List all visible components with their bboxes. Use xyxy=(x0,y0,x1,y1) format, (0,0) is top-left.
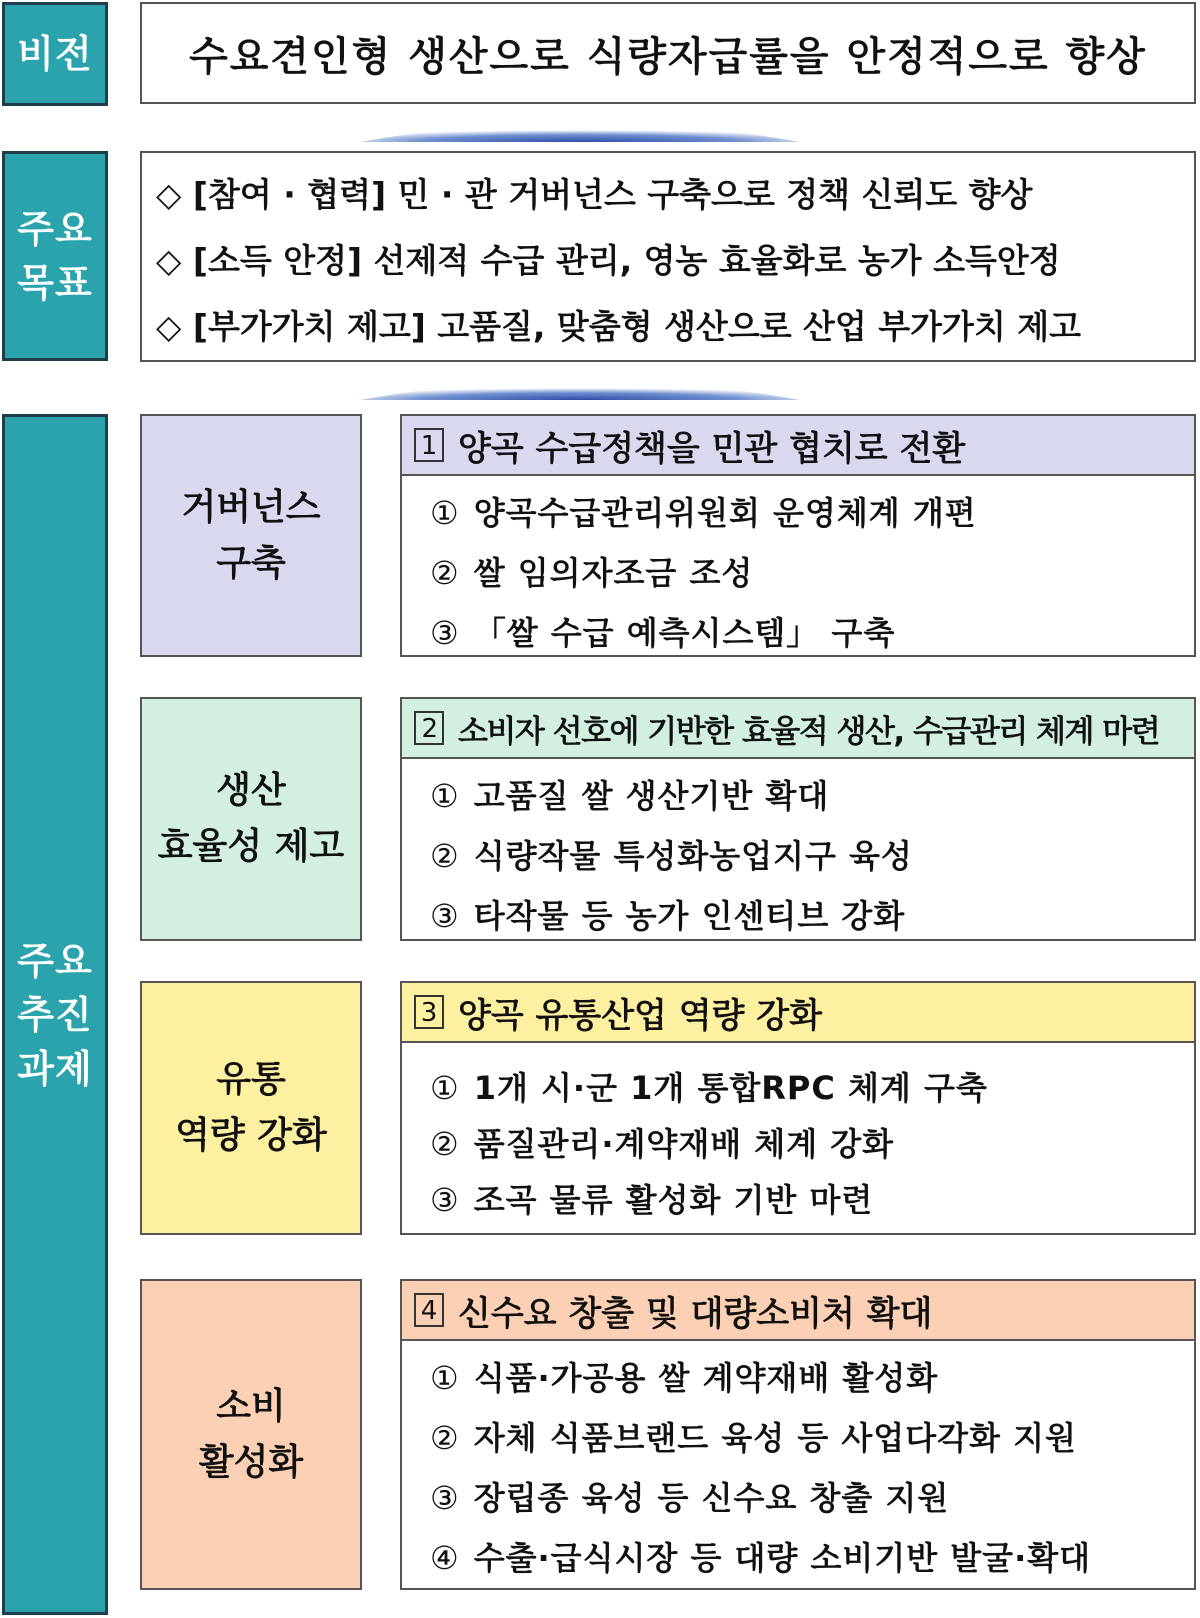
task-item: ② 품질관리·계약재배 체계 강화 xyxy=(430,1125,895,1163)
vision-box xyxy=(140,2,1196,104)
goal-item: ◇ [참여 · 협력] 민 · 관 거버넌스 구축으로 정책 신뢰도 향상 xyxy=(156,175,1033,214)
task-item: ③ 「쌀 수급 예측시스템」 구축 xyxy=(430,614,896,652)
task-title-4: 4 신수요 창출 및 대량소비처 확대 xyxy=(402,1281,1194,1341)
category-governance: 거버넌스 구축 xyxy=(140,414,362,657)
task-item: ③ 조곡 물류 활성화 기반 마련 xyxy=(430,1181,874,1219)
up-arrow-icon xyxy=(360,366,800,402)
task-number-4: 4 xyxy=(414,1293,444,1327)
task-box-3 xyxy=(400,981,1196,1235)
task-box-1 xyxy=(400,414,1196,657)
goals-label: 주요 목표 xyxy=(2,151,108,361)
task-item: ③ 타작물 등 농가 인센티브 강화 xyxy=(430,897,906,935)
task-item: ① 양곡수급관리위원회 운영체계 개편 xyxy=(430,494,977,532)
task-item: ① 고품질 쌀 생산기반 확대 xyxy=(430,777,830,815)
task-number-3: 3 xyxy=(414,995,444,1029)
category-distribution: 유통 역량 강화 xyxy=(140,981,362,1235)
task-title-1: 1 양곡 수급정책을 민관 협치로 전환 xyxy=(402,416,1194,476)
task-item: ② 식량작물 특성화농업지구 육성 xyxy=(430,837,913,875)
task-title-3: 3 양곡 유통산업 역량 강화 xyxy=(402,983,1194,1043)
task-number-1: 1 xyxy=(414,428,444,462)
task-item: ① 식품·가공용 쌀 계약재배 활성화 xyxy=(430,1359,939,1397)
goal-item: ◇ [소득 안정] 선제적 수급 관리, 영농 효율화로 농가 소득안정 xyxy=(156,241,1061,280)
goals-box xyxy=(140,151,1196,362)
vision-label: 비전 xyxy=(2,2,108,106)
goal-item: ◇ [부가가치 제고] 고품질, 맞춤형 생산으로 산업 부가가치 제고 xyxy=(156,307,1082,346)
task-item: ③ 장립종 육성 등 신수요 창출 지원 xyxy=(430,1479,950,1517)
task-title-2: 2 소비자 선호에 기반한 효율적 생산, 수급관리 체계 마련 xyxy=(402,699,1194,759)
up-arrow-icon xyxy=(360,108,800,144)
category-consumption: 소비 활성화 xyxy=(140,1279,362,1590)
tasks-label: 주요 추진 과제 xyxy=(2,414,108,1615)
task-item: ④ 수출·급식시장 등 대량 소비기반 발굴·확대 xyxy=(430,1539,1092,1577)
task-box-2 xyxy=(400,697,1196,941)
task-item: ② 쌀 임의자조금 조성 xyxy=(430,554,754,592)
task-number-2: 2 xyxy=(414,711,444,745)
category-production: 생산 효율성 제고 xyxy=(140,697,362,941)
task-item: ② 자체 식품브랜드 육성 등 사업다각화 지원 xyxy=(430,1419,1077,1457)
vision-text: 수요견인형 생산으로 식량자급률을 안정적으로 향상 xyxy=(189,33,1147,80)
task-item: ① 1개 시·군 1개 통합RPC 체계 구축 xyxy=(430,1069,988,1107)
task-box-4 xyxy=(400,1279,1196,1590)
